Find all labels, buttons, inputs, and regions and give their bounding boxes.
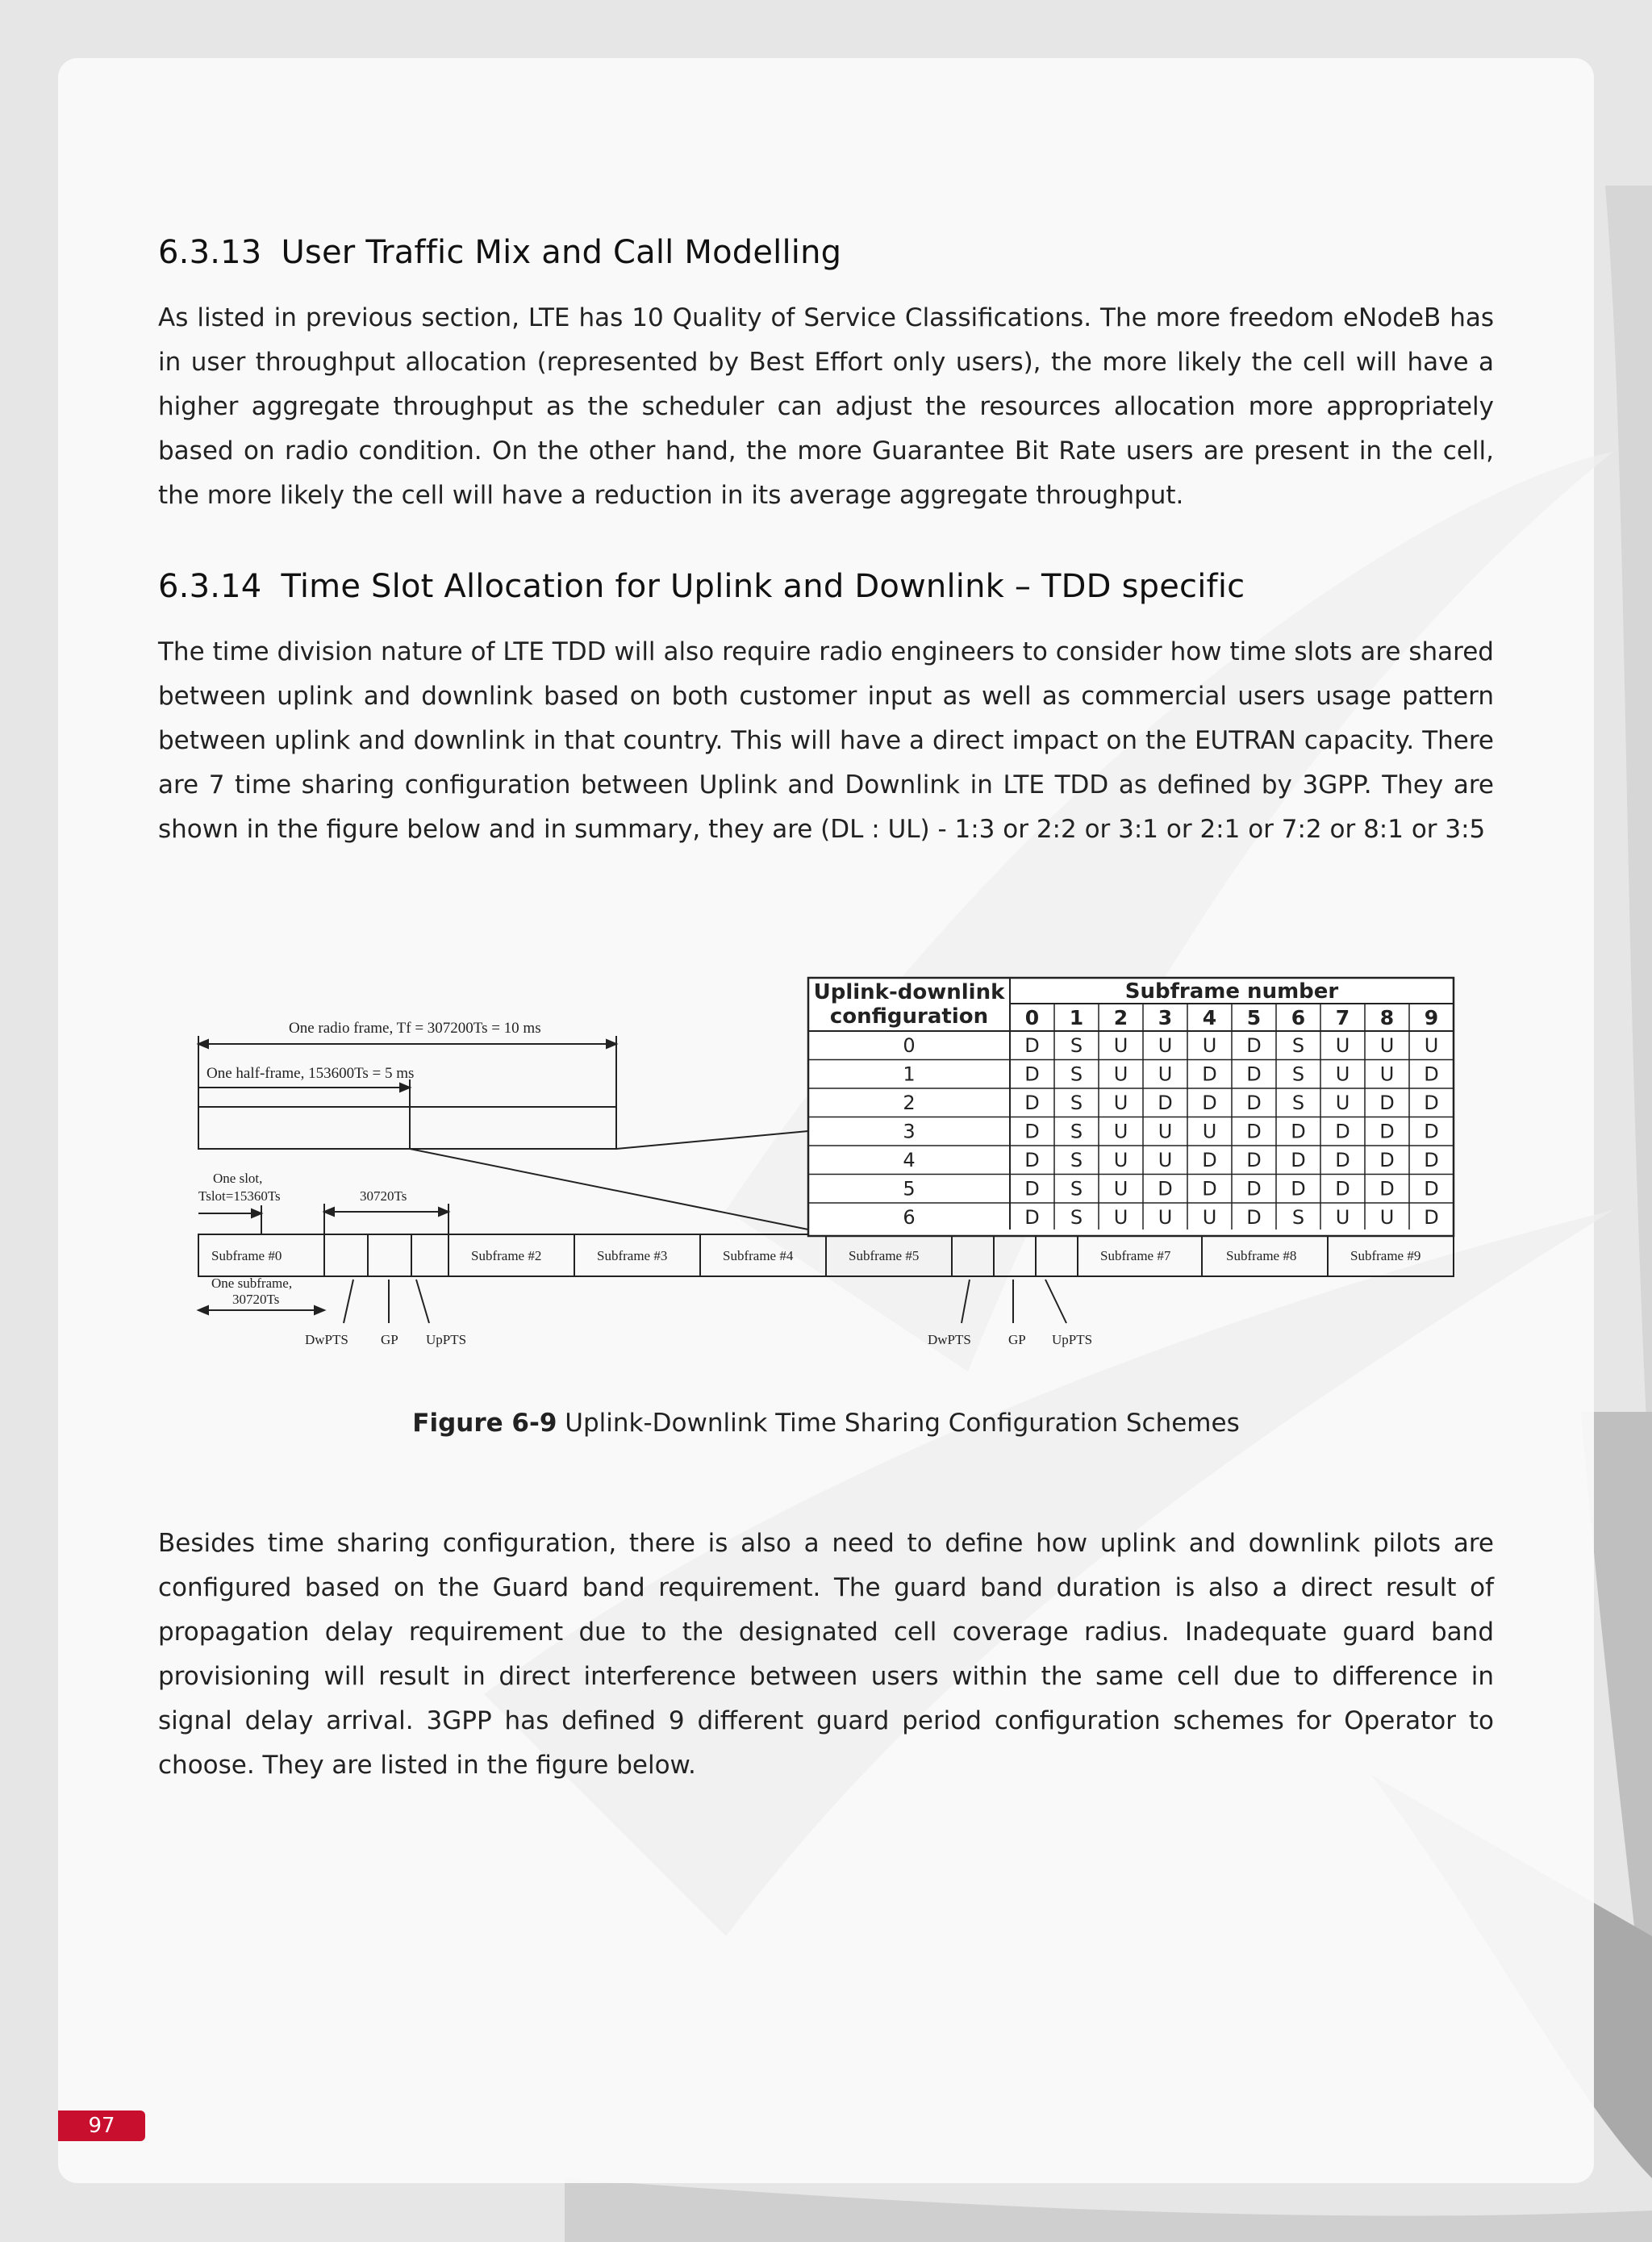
section-body-6-3-14: The time division nature of LTE TDD will also require radio engineers to consider how time slots are shared between uplink and downlink based on both customer input as well as commercial users usage pattern between uplink and downlink in that country. This will have a direct impact on the EUTRAN capacity. There are 7 time sharing configuration between Uplink and Downlink in LTE TDD as defined by 3GPP. They are shown in the figure below and in summary, they are (DL : UL) - 1:3 or 2:2 or 3:1 or 2:1 or 7:2 or 8:1 or 3:5 — [158, 637, 1494, 844]
subframe-number-header: 8 — [1379, 1006, 1395, 1029]
figure-caption — [0, 1409, 1652, 1438]
subframe-number-header: 4 — [1202, 1006, 1217, 1029]
subframe-cell-label: Subframe #3 — [597, 1248, 668, 1263]
subframe-direction-cell: D — [1424, 1177, 1439, 1200]
subframe-direction-cell: U — [1113, 1120, 1128, 1143]
subframe-direction-cell: D — [1024, 1206, 1040, 1229]
slot-length-label: Tslot=15360Ts — [198, 1188, 281, 1204]
gp-label: GP — [381, 1332, 398, 1347]
subframe-direction-cell: U — [1379, 1063, 1395, 1086]
subframe-cell-label: Subframe #9 — [1350, 1248, 1421, 1263]
subframe-direction-cell: D — [1246, 1034, 1262, 1057]
subframe-direction-cell: D — [1024, 1092, 1040, 1114]
subframe-direction-cell: S — [1291, 1092, 1305, 1114]
subframe-direction-cell: D — [1424, 1092, 1439, 1114]
subframe-direction-cell: U — [1335, 1034, 1350, 1057]
subframe-direction-cell: D — [1024, 1063, 1040, 1086]
configuration-index: 0 — [903, 1034, 916, 1057]
slot-label: One slot, — [213, 1171, 263, 1186]
subframe-direction-cell: S — [1291, 1034, 1305, 1057]
subframe-direction-cell: S — [1291, 1206, 1305, 1229]
subframe-direction-cell: D — [1379, 1149, 1395, 1171]
configuration-table — [808, 978, 1454, 1236]
subframe-direction-cell: U — [1158, 1206, 1173, 1229]
subframe-direction-cell: D — [1424, 1063, 1439, 1086]
subframe-direction-cell: D — [1202, 1092, 1217, 1114]
section-title: Time Slot Allocation for Uplink and Downlink – TDD specific — [281, 568, 1245, 605]
subframe-direction-cell: D — [1379, 1120, 1395, 1143]
subframe-direction-cell: D — [1335, 1177, 1350, 1200]
subframe-cell-label: Subframe #2 — [471, 1248, 542, 1263]
figure-caption-text: Uplink-Downlink Time Sharing Configuration Schemes — [557, 1409, 1240, 1438]
subframe-direction-cell: D — [1024, 1034, 1040, 1057]
table-header-config-b: configuration — [829, 1004, 989, 1029]
subframe-number-header: 5 — [1246, 1006, 1262, 1029]
subframe-direction-cell: D — [1246, 1092, 1262, 1114]
gp-label: GP — [1008, 1332, 1026, 1347]
subframe-direction-cell: U — [1158, 1063, 1173, 1086]
subframe-direction-cell: D — [1202, 1177, 1217, 1200]
subframe-direction-cell: D — [1246, 1120, 1262, 1143]
subframe-direction-cell: U — [1113, 1063, 1128, 1086]
subframe-direction-cell: S — [1070, 1063, 1083, 1086]
subframe-number-header: 6 — [1291, 1006, 1306, 1029]
subframe-direction-cell: D — [1158, 1092, 1173, 1114]
subframe-direction-cell: D — [1291, 1177, 1306, 1200]
subframe-direction-cell: U — [1113, 1149, 1128, 1171]
subframe-direction-cell: U — [1335, 1206, 1350, 1229]
section-heading-6-3-13 — [158, 234, 841, 271]
configuration-index: 4 — [903, 1149, 916, 1171]
page-number: 97 — [58, 2110, 145, 2141]
subframe-direction-cell: S — [1070, 1177, 1083, 1200]
subframe-length-label: 30720Ts — [232, 1292, 280, 1307]
radio-frame-label: One radio frame, Tf = 307200Ts = 10 ms — [289, 1020, 541, 1037]
subframe-direction-cell: D — [1379, 1177, 1395, 1200]
configuration-index: 3 — [903, 1120, 916, 1143]
subframe-direction-cell: D — [1424, 1149, 1439, 1171]
subframe-cell-label: Subframe #0 — [211, 1248, 282, 1263]
table-header-config-a: Uplink-downlink — [813, 980, 1005, 1004]
subframe-direction-cell: U — [1113, 1177, 1128, 1200]
subframe-direction-cell: S — [1070, 1149, 1083, 1171]
subframe-cell-label: Subframe #5 — [849, 1248, 920, 1263]
span-label: 30720Ts — [360, 1188, 407, 1204]
subframe-cell-label: Subframe #7 — [1100, 1248, 1171, 1263]
subframe-direction-cell: D — [1424, 1206, 1439, 1229]
subframe-number-header: 2 — [1113, 1006, 1128, 1029]
section-heading-6-3-14 — [158, 568, 1245, 605]
subframe-direction-cell: U — [1113, 1092, 1128, 1114]
subframe-direction-cell: D — [1158, 1177, 1173, 1200]
subframe-direction-cell: D — [1024, 1149, 1040, 1171]
subframe-direction-cell: D — [1202, 1149, 1217, 1171]
section-title: User Traffic Mix and Call Modelling — [281, 234, 842, 271]
half-frame-label: One half-frame, 153600Ts = 5 ms — [206, 1065, 415, 1082]
tdd-configuration-figure — [187, 971, 1462, 1359]
subframe-direction-cell: D — [1379, 1092, 1395, 1114]
subframe-number-header: 0 — [1024, 1006, 1040, 1029]
uppts-label: UpPTS — [1052, 1332, 1093, 1347]
subframe-direction-cell: D — [1024, 1120, 1040, 1143]
subframe-direction-cell: U — [1424, 1034, 1439, 1057]
configuration-index: 1 — [903, 1063, 916, 1086]
subframe-direction-cell: D — [1335, 1149, 1350, 1171]
subframe-cell-label: Subframe #8 — [1226, 1248, 1297, 1263]
subframe-direction-cell: U — [1158, 1120, 1173, 1143]
subframe-number-header: 9 — [1424, 1006, 1439, 1029]
dwpts-label: DwPTS — [305, 1332, 348, 1347]
subframe-direction-cell: D — [1424, 1120, 1439, 1143]
subframe-direction-cell: D — [1246, 1149, 1262, 1171]
subframe-direction-cell: D — [1246, 1206, 1262, 1229]
subframe-cell-label: Subframe #4 — [723, 1248, 794, 1263]
subframe-number-header: 7 — [1335, 1006, 1350, 1029]
subframe-direction-cell: S — [1291, 1063, 1305, 1086]
subframe-direction-cell: D — [1291, 1120, 1306, 1143]
subframe-direction-cell: U — [1202, 1206, 1217, 1229]
subframe-direction-cell: U — [1379, 1206, 1395, 1229]
subframe-direction-cell: U — [1158, 1034, 1173, 1057]
subframe-direction-cell: U — [1335, 1063, 1350, 1086]
subframe-direction-cell: U — [1158, 1149, 1173, 1171]
subframe-number-header: 3 — [1158, 1006, 1173, 1029]
table-header-subframe-number: Subframe number — [1124, 979, 1339, 1004]
subframe-direction-cell: S — [1070, 1120, 1083, 1143]
subframe-direction-cell: D — [1246, 1063, 1262, 1086]
subframe-direction-cell: S — [1070, 1034, 1083, 1057]
configuration-index: 5 — [903, 1177, 916, 1200]
subframe-direction-cell: D — [1291, 1149, 1306, 1171]
subframe-direction-cell: U — [1379, 1034, 1395, 1057]
subframe-direction-cell: U — [1113, 1034, 1128, 1057]
subframe-direction-cell: U — [1202, 1034, 1217, 1057]
section-body-guard-band: Besides time sharing configuration, there is also a need to define how uplink and downlink pilots are configured based on the Guard band requirement. The guard band duration is also a direct result of propagation delay requirement due to the designated cell coverage radius. Inadequate guard band provisioning will result in direct interference between users within the same cell due to difference in signal delay arrival. 3GPP has defined 9 different guard period configuration schemes for Operator to choose. They are listed in the figure below. — [158, 1529, 1494, 1780]
subframe-direction-cell: D — [1202, 1063, 1217, 1086]
subframe-direction-cell: U — [1113, 1206, 1128, 1229]
dwpts-label: DwPTS — [928, 1332, 971, 1347]
subframe-label: One subframe, — [211, 1275, 293, 1291]
configuration-index: 6 — [903, 1206, 916, 1229]
subframe-direction-cell: D — [1246, 1177, 1262, 1200]
uppts-label: UpPTS — [426, 1332, 467, 1347]
figure-caption-label: Figure 6-9 — [412, 1409, 557, 1438]
subframe-direction-cell: D — [1024, 1177, 1040, 1200]
section-body-6-3-13: As listed in previous section, LTE has 10 Quality of Service Classifications. The more freedom eNodeB has in user throughput allocation (represented by Best Effort only users), the more likely the cell will have a higher aggregate throughput as the scheduler can adjust the resources allocation more appropriately based on radio condition. On the other hand, the more Guarantee Bit Rate users are present in the cell, the more likely the cell will have a reduction in its average aggregate throughput. — [158, 303, 1494, 510]
subframe-direction-cell: S — [1070, 1092, 1083, 1114]
configuration-index: 2 — [903, 1092, 916, 1114]
section-number: 6.3.13 — [158, 234, 262, 271]
subframe-direction-cell: S — [1070, 1206, 1083, 1229]
subframe-direction-cell: U — [1335, 1092, 1350, 1114]
section-number: 6.3.14 — [158, 568, 262, 605]
subframe-direction-cell: D — [1335, 1120, 1350, 1143]
subframe-direction-cell: U — [1202, 1120, 1217, 1143]
subframe-number-header: 1 — [1069, 1006, 1084, 1029]
